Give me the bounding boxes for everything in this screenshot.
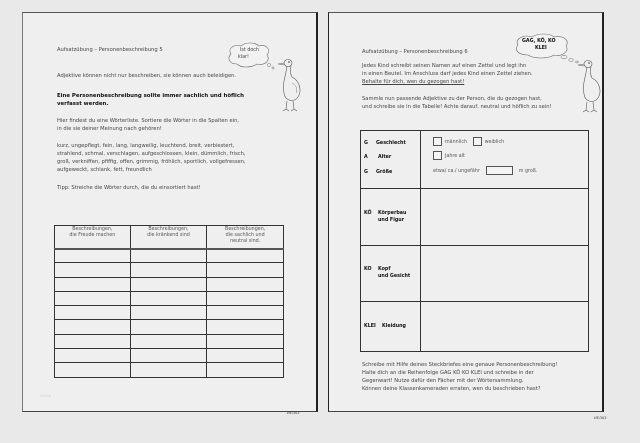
table-cell[interactable] xyxy=(207,291,284,305)
table-header-hurtful xyxy=(130,226,207,249)
table-cell[interactable] xyxy=(130,263,207,277)
table-cell[interactable] xyxy=(130,277,207,291)
table-row xyxy=(55,249,284,263)
table-row xyxy=(55,349,284,363)
table-cell[interactable] xyxy=(207,249,284,263)
bubble-text-left-2: klar! xyxy=(238,55,249,60)
label-g1-text: Geschlecht xyxy=(376,141,406,146)
table-cell[interactable] xyxy=(55,249,131,263)
option-female-label: weiblich xyxy=(484,140,505,145)
right-intro-line3: Behalte für dich, wen du gezogen hast! xyxy=(362,79,465,85)
table-cell[interactable] xyxy=(130,249,207,263)
table-cell[interactable] xyxy=(55,363,131,377)
header-neutral-line2: die sachlich und xyxy=(225,233,265,238)
table-cell[interactable] xyxy=(207,277,284,291)
table-header-row xyxy=(55,226,284,249)
table-cell[interactable] xyxy=(55,349,131,363)
table-cell[interactable] xyxy=(55,291,131,305)
profile-table-divider-vertical xyxy=(420,131,421,351)
word-list-line2: strahlend, schmal, verschlagen, aufgeschlossen, klein, dümmlich, frisch, xyxy=(57,151,246,157)
table-cell[interactable] xyxy=(55,334,131,348)
table-row xyxy=(55,277,284,291)
table-row xyxy=(55,334,284,348)
table-cell[interactable] xyxy=(207,263,284,277)
bubble-text-right-1: GAG, KÖ, KO xyxy=(522,39,556,44)
label-ko1-line2: und Figur xyxy=(378,218,405,223)
table-cell[interactable] xyxy=(207,306,284,320)
age-suffix-label: Jahre alt xyxy=(445,154,465,159)
table-cell[interactable] xyxy=(207,349,284,363)
goose-illustration-right-icon xyxy=(578,58,604,118)
table-row xyxy=(55,306,284,320)
profile-row-divider-2 xyxy=(361,245,588,246)
right-task-line2: und schreibe sie in die Tabelle! Achte darauf, neutral und höflich zu sein! xyxy=(362,104,552,110)
table-row xyxy=(55,320,284,334)
label-ko2-line1: Kopf xyxy=(378,267,391,272)
answer-area-face[interactable] xyxy=(422,247,587,300)
answer-area-build[interactable] xyxy=(422,190,587,244)
left-intro: Adjektive können nicht nur beschreiben, sie können auch beleidigen. xyxy=(57,73,237,79)
header-joy-line2: die Freude machen xyxy=(69,233,116,238)
table-body xyxy=(55,249,284,378)
thought-bubble-left xyxy=(225,42,275,70)
height-input-box[interactable] xyxy=(486,166,513,175)
table-cell[interactable] xyxy=(207,363,284,377)
label-g1-code: G xyxy=(364,141,368,146)
table-cell[interactable] xyxy=(207,334,284,348)
bubble-text-left-1: Ist doch xyxy=(240,48,259,53)
header-hurtful-line1: Beschreibungen, xyxy=(148,227,189,232)
table-cell[interactable] xyxy=(55,306,131,320)
header-joy-line1: Beschreibungen, xyxy=(72,227,113,232)
table-cell[interactable] xyxy=(130,363,207,377)
right-outro-line3: Gegenwart! Nutze dafür den Fächer mit der Wörtersammlung. xyxy=(362,378,524,384)
profile-row-divider-1 xyxy=(361,188,588,189)
left-footer-mark: ноль xyxy=(40,394,52,399)
answer-area-clothing[interactable] xyxy=(422,303,587,351)
label-g2-code: G xyxy=(364,170,368,175)
left-footer-logo: ИЕЛАЗ xyxy=(287,411,300,415)
right-intro-line2: in einen Beutel. Im Anschluss darf jedes Kind einen Zettel ziehen. xyxy=(362,71,533,77)
checkbox-female[interactable] xyxy=(473,137,482,146)
table-cell[interactable] xyxy=(130,306,207,320)
table-cell[interactable] xyxy=(130,349,207,363)
left-title: Aufsatzübung – Personenbeschreibung 5 xyxy=(57,47,163,53)
label-g2-text: Größe xyxy=(376,170,393,175)
right-intro-line1: Jedes Kind schreibt seinen Namen auf einen Zettel und legt ihn xyxy=(362,63,527,69)
table-cell[interactable] xyxy=(130,291,207,305)
label-ko2-code: KO xyxy=(364,267,372,272)
profile-row-divider-3 xyxy=(361,301,588,302)
header-hurtful-line2: die kränkend sind xyxy=(147,233,190,238)
gender-options xyxy=(433,137,504,146)
header-neutral-line3: neutral sind. xyxy=(230,239,261,244)
table-cell[interactable] xyxy=(130,320,207,334)
table-cell[interactable] xyxy=(55,263,131,277)
right-outro-line1: Schreibe mit Hilfe deines Steckbriefes eine genaue Personenbeschreibung! xyxy=(362,362,558,368)
table-header-joy xyxy=(55,226,131,249)
label-a-code: A xyxy=(364,155,368,160)
left-tip: Tipp: Streiche die Wörter durch, die du einsortiert hast! xyxy=(57,185,201,191)
table-row xyxy=(55,363,284,377)
right-task-line1: Sammle nun passende Adjektive zu der Person, die du gezogen hast, xyxy=(362,96,542,102)
label-a-text: Alter xyxy=(378,155,392,160)
table-header-neutral xyxy=(207,226,284,249)
age-field-group xyxy=(433,151,465,160)
option-male-label: männlich xyxy=(445,140,468,145)
thought-dots-right xyxy=(560,54,580,64)
table-cell[interactable] xyxy=(130,334,207,348)
label-ko1-line1: Körperbau xyxy=(378,211,407,216)
label-ko2-line2: und Gesicht xyxy=(378,274,411,279)
profile-table xyxy=(360,130,589,352)
goose-illustration-left-icon xyxy=(278,57,306,117)
height-suffix-label: m groß. xyxy=(518,169,538,174)
table-row xyxy=(55,263,284,277)
height-prefix-label: etwa/ ca./ ungefähr xyxy=(433,169,480,174)
table-cell[interactable] xyxy=(207,320,284,334)
left-rule-line2: verfasst werden. xyxy=(57,101,109,107)
right-footer-logo: ИЕЛАЗ xyxy=(594,416,607,420)
word-list-line3: groß, verkniffen, pfiffig, offen, grimmig, fröhlich, sportlich, vollgefressen, xyxy=(57,159,246,165)
word-list-line1: kurz, ungepflegt, fein, lang, langweilig, leuchtend, breit, verbiestert, xyxy=(57,143,235,149)
label-ko1-code: KÖ xyxy=(364,211,372,216)
left-task-line2: in die sie deiner Meinung nach gehören! xyxy=(57,126,162,132)
word-list-line4: aufgeweckt, schlank, fett, freundlich xyxy=(57,167,152,173)
bubble-text-right-2: KLEI xyxy=(535,46,547,51)
sorting-table xyxy=(54,225,284,378)
right-outro-line2: Halte dich an die Reihenfolge GAG KÖ KO KLEI und schreibe in der xyxy=(362,370,534,376)
age-input-box[interactable] xyxy=(433,151,442,160)
height-field-group xyxy=(433,166,537,175)
table-cell[interactable] xyxy=(55,320,131,334)
left-task-line1: Hier findest du eine Wörterliste. Sortiere die Wörter in die Spalten ein, xyxy=(57,118,240,124)
checkbox-male[interactable] xyxy=(433,137,442,146)
label-klei-code: KLEI xyxy=(364,324,376,329)
left-rule-line1: Eine Personenbeschreibung sollte immer sachlich und höflich xyxy=(57,93,244,99)
table-cell[interactable] xyxy=(55,277,131,291)
table-row xyxy=(55,291,284,305)
right-outro-line4: Können deine Klassenkameraden erraten, wen du beschrieben hast? xyxy=(362,386,541,392)
header-neutral-line1: Beschreibungen, xyxy=(225,227,266,232)
label-klei-text: Kleidung xyxy=(382,324,406,329)
right-title: Aufsatzübung – Personenbeschreibung 6 xyxy=(362,49,468,55)
